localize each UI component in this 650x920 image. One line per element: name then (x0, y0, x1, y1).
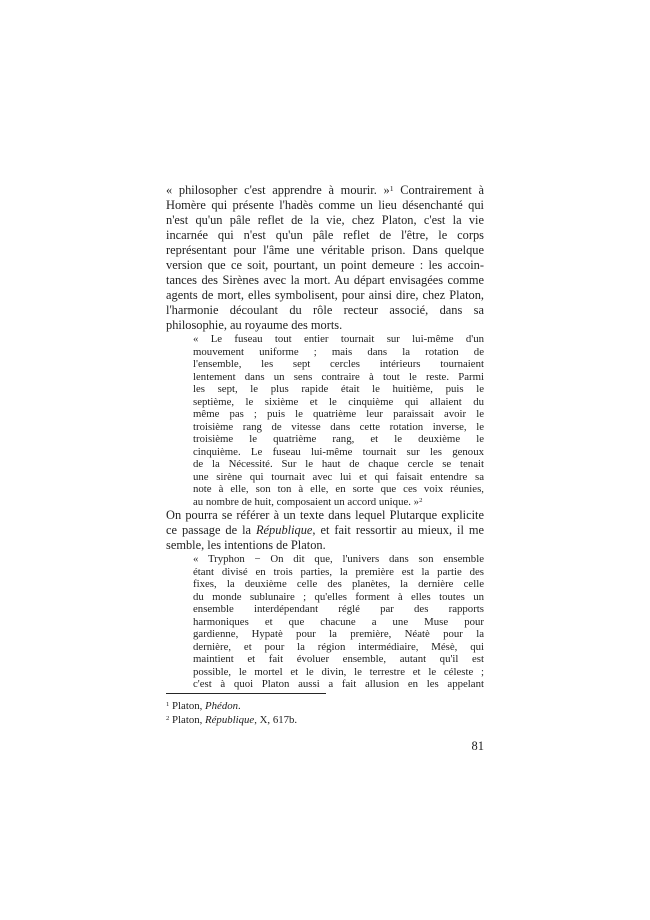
text-line (193, 333, 484, 346)
text-segment: . (238, 699, 241, 712)
text-line (193, 446, 484, 459)
text-line (193, 371, 484, 384)
text-line (166, 538, 484, 553)
text-line (193, 641, 484, 654)
text-segment: n'est qu'un pâle reflet de la vie, chez Platon, c'est la vie (166, 213, 484, 227)
text-segment: troisième le quatrième rang, et le deuxième le (193, 433, 484, 445)
text-segment: l'harmonie découlant du rôle recteur associé, dans sa (166, 303, 484, 317)
text-segment: harmoniques et que chacune a une Muse pour (193, 615, 484, 628)
text-segment: cinquième. Le fuseau lui-même tournait sur les genoux (193, 445, 484, 458)
text-segment: fixes, la deuxième celle des planètes, la dernière celle (193, 578, 484, 590)
text-segment: troisième rang de vitesse dans cette rotation inverse, le (193, 420, 484, 433)
text-line (193, 591, 484, 604)
text-segment: , et fait ressortir au mieux, il me (312, 523, 485, 537)
paragraph-1 (166, 183, 484, 333)
italic-work-title: République (255, 523, 313, 537)
page-number: 81 (471, 738, 484, 753)
text-line (193, 603, 484, 616)
text-line (166, 508, 484, 523)
text-segment: l'ensemble, les sept cercles intérieurs tournaient (193, 358, 484, 370)
text-line (193, 616, 484, 629)
text-line (193, 458, 484, 471)
text-segment: version que ce soit, pourtant, un point demeure : les accoin- (166, 258, 484, 272)
text-segment: au nombre de huit, composaient un accord unique. » (193, 495, 420, 508)
text-segment: c'est à quoi Platon aussi a fait allusion en les appelant (193, 678, 484, 690)
text-segment: Contrairement à (393, 183, 484, 197)
text-segment: « Le fuseau tout entier tournait sur lui-même d'un (193, 333, 484, 345)
footnote-separator (166, 693, 326, 694)
text-line (166, 213, 484, 228)
text-segment: On pourra se référer à un texte dans lequel Plutarque explicite (166, 508, 484, 522)
text-segment: ce passage de la (166, 523, 256, 537)
text-line (166, 303, 484, 318)
text-segment: maintient et fait évoluer ensemble, autant qu'il est (193, 653, 484, 665)
text-line (193, 653, 484, 666)
text-line (193, 553, 484, 566)
text-line (193, 471, 484, 484)
footnote-ref: 2 (419, 496, 423, 504)
text-line (193, 421, 484, 434)
text-segment: ensemble interdépendant réglé par des rapports (193, 603, 484, 615)
text-line (193, 678, 484, 691)
text-segment: note à elle, son ton à elle, en sorte que ces voix réunies, (193, 483, 484, 495)
text-segment: les sept, le plus rapide était le huitième, puis le (193, 383, 484, 395)
text-line (193, 433, 484, 446)
blockquote-tryphon-plutarque (166, 553, 484, 691)
text-line (166, 228, 484, 243)
text-segment: du monde sublunaire ; qu'elles forment à elles toutes un (193, 590, 484, 603)
text-line (193, 358, 484, 371)
italic-work-title: Phédon (205, 699, 239, 712)
text-line (166, 183, 484, 198)
text-segment: même pas ; puis le quatrième leur paraissait avoir le (193, 408, 484, 420)
text-line (193, 578, 484, 591)
text-line (166, 699, 484, 713)
text-segment: Homère qui présente l'hadès comme un lieu désenchanté qui (166, 198, 484, 212)
text-segment: mouvement uniforme ; mais dans la rotation de (193, 345, 484, 358)
text-line (166, 523, 484, 538)
text-segment: une sirène qui tournait avec lui et qui faisait entendre sa (193, 470, 484, 483)
text-segment: de la Nécessité. Sur le haut de chaque cercle se tenait (193, 458, 484, 470)
text-line (166, 198, 484, 213)
text-line (166, 243, 484, 258)
text-line (193, 483, 484, 496)
text-line (193, 396, 484, 409)
text-column (166, 183, 484, 754)
footnotes-section (166, 693, 484, 727)
footnote-list (166, 699, 484, 727)
text-segment: incarnée qui n'est qu'un pâle reflet de l'être, le corps (166, 228, 484, 242)
footnote-ref: 1 (166, 700, 170, 708)
text-segment: tances des Sirènes avec la mort. Au départ envisagées comme (166, 273, 484, 287)
text-line (166, 318, 484, 333)
blockquote-spindle-republic (166, 333, 484, 508)
text-line (193, 628, 484, 641)
text-segment: représentant pour l'âme une véritable prison. Dans quelque (166, 243, 484, 257)
text-line (166, 258, 484, 273)
paragraph-2 (166, 508, 484, 553)
footnote-ref: 1 (389, 183, 394, 193)
text-segment: dernière, et pour la région intermédiaire, Mésè, qui (193, 640, 484, 653)
text-line (193, 496, 484, 509)
text-segment: septième, le sixième et le cinquième qui allaient du (193, 395, 484, 408)
italic-work-title: République (205, 713, 255, 726)
text-line (193, 346, 484, 359)
text-line (193, 666, 484, 679)
text-segment: , X, 617b. (254, 713, 298, 726)
text-segment: gardienne, Hypatè pour la première, Néatè pour la (193, 628, 484, 640)
text-segment: « Tryphon − On dit que, l'univers dans son ensemble (193, 553, 484, 565)
text-segment: possible, le mortel et le divin, le terrestre et le céleste ; (193, 665, 484, 678)
text-line (166, 273, 484, 288)
text-segment: Platon, (169, 699, 206, 712)
text-segment: philosophie, au royaume des morts. (166, 318, 343, 332)
text-segment: semble, les intentions de Platon. (166, 538, 326, 552)
text-segment: Platon, (169, 713, 206, 726)
text-line (166, 713, 484, 727)
text-segment: lentement dans un sens contraire à tout le reste. Parmi (193, 370, 484, 383)
text-line (193, 408, 484, 421)
text-segment: étant divisé en trois parties, la première est la partie des (193, 565, 484, 578)
footnote-ref: 2 (166, 714, 170, 722)
text-segment: agents de mort, elles symbolisent, pour ainsi dire, chez Platon, (166, 288, 484, 302)
text-line (166, 288, 484, 303)
text-line (193, 566, 484, 579)
text-segment: « philosopher c'est apprendre à mourir. » (166, 183, 390, 197)
text-line (193, 383, 484, 396)
